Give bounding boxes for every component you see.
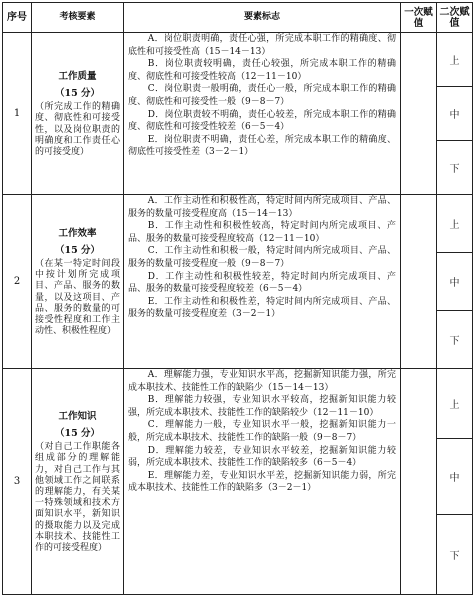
element-cell (32, 195, 124, 369)
row-number: 2 (3, 195, 32, 369)
element-definition: （所完成工作的精确度、彻底性和可接受性，以及岗位职责的明确度和工作责任心的可接受度） (35, 102, 120, 157)
first-value-cell[interactable] (401, 33, 437, 195)
level-item: C．岗位职责一般明确，责任心一般，所完成本职工作的精确度、彻底性和可接受性一般（9－8－7） (128, 84, 396, 107)
level-item: C．理解能力一般，专业知识水平一般，挖掘新知识能力一般，所完成本职技术、技能性工作的缺陷一般（9－8－7） (128, 420, 396, 443)
grade-middle: 中 (437, 87, 473, 141)
level-item: A．工作主动性和积极性高，特定时间内所完成项目、产品、服务的数量可接受程度高（15－14－13） (128, 196, 396, 219)
grade-lower: 下 (437, 141, 473, 195)
element-score: （15 分） (54, 427, 101, 439)
element-definition: （在某一特定时间段中按计划所完成项目、产品、服务的数量，以及这项目、产品、服务的数量的可接受性程度和工作主动性、积极性程度） (35, 258, 120, 337)
level-item: D．工作主动性和积极性较差，特定时间内所完成项目、产品、服务的数量可接受程度较差（6－5－4） (128, 271, 396, 295)
level-item: A．岗位职责明确，责任心强，所完成本职工作的精确度、彻底性和可接受性高（15－14－13） (128, 34, 396, 57)
level-item: B．工作主动性和积极性较高，特定时间内所完成项目、产品、服务的数量可接受程度较高（12－11－10） (128, 221, 396, 244)
element-cell (32, 369, 124, 595)
table-row (3, 195, 473, 253)
element-title: 工作质量 (58, 70, 97, 82)
evaluation-table (2, 2, 473, 595)
grade-upper: 上 (437, 195, 473, 253)
grade-middle: 中 (437, 253, 473, 311)
element-score: （15 分） (54, 244, 101, 256)
element-title: 工作知识 (58, 410, 97, 422)
element-title: 工作效率 (58, 227, 97, 239)
table-row (3, 33, 473, 87)
grade-lower: 下 (437, 515, 473, 595)
row-number: 1 (3, 33, 32, 195)
first-value-cell[interactable] (401, 369, 437, 595)
header-no: 序号 (3, 3, 32, 33)
level-item: A．理解能力强，专业知识水平高，挖掘新知识能力强，所完成本职技术、技能性工作的缺陷少（15－14－13） (128, 370, 396, 393)
grade-upper: 上 (437, 33, 473, 87)
level-descriptions (124, 195, 401, 369)
grade-upper: 上 (437, 369, 473, 439)
level-item: B．岗位职责较明确，责任心较强，所完成本职工作的精确度、彻底性和可接受性较高（12－11－10） (128, 59, 396, 82)
first-value-cell[interactable] (401, 195, 437, 369)
header-v2: 二次赋值 (437, 3, 473, 33)
level-item: D．岗位职责较不明确，责任心较差，所完成本职工作的精确度、彻底性和可接受性较差（6－5－4） (128, 109, 396, 133)
header-element: 考核要素 (32, 3, 124, 33)
grade-lower: 下 (437, 311, 473, 369)
row-number: 3 (3, 369, 32, 595)
level-descriptions (124, 33, 401, 195)
level-item: E．工作主动性和积极性差，特定时间内所完成项目、产品、服务的数量可接受程度差（3－2－1） (128, 296, 396, 320)
grade-middle: 中 (437, 439, 473, 515)
header-desc: 要素标志 (124, 3, 401, 33)
table-row (3, 369, 473, 439)
level-item: E．岗位职责不明确，责任心差，所完成本职工作的精确度、彻底性可接受性差（3－2－1） (128, 134, 396, 158)
element-cell (32, 33, 124, 195)
element-definition: （对自己工作职能各组成部分的理解能力，对自己工作与其他领域工作之间联系的理解能力，有关某一特殊领域和技术方面知识水平，新知识的摄取能力以及完成本职技术、技能性工作的可接受程度） (35, 442, 120, 554)
header-v1: 一次赋值 (401, 3, 437, 33)
level-item: D．理解能力较差，专业知识水平较差，挖掘新知识能力较弱，所完成本职技术、技能性工作的缺陷较多（6－5－4） (128, 445, 396, 469)
level-item: C．工作主动性和积极一般，特定时间内所完成项目、产品、服务的数量可接受程度一般（9－8－7） (128, 246, 396, 269)
header-row (3, 3, 473, 33)
level-item: E．理解能力差，专业知识水平差，挖掘新知识能力弱，所完成本职技术、技能性工作的缺陷多（3－2－1） (128, 470, 396, 494)
level-item: B．理解能力较强，专业知识水平较高，挖掘新知识能力较强，所完成本职技术、技能性工作的缺陷较少（12－11－10） (128, 395, 396, 418)
level-descriptions (124, 369, 401, 595)
element-score: （15 分） (54, 87, 101, 99)
